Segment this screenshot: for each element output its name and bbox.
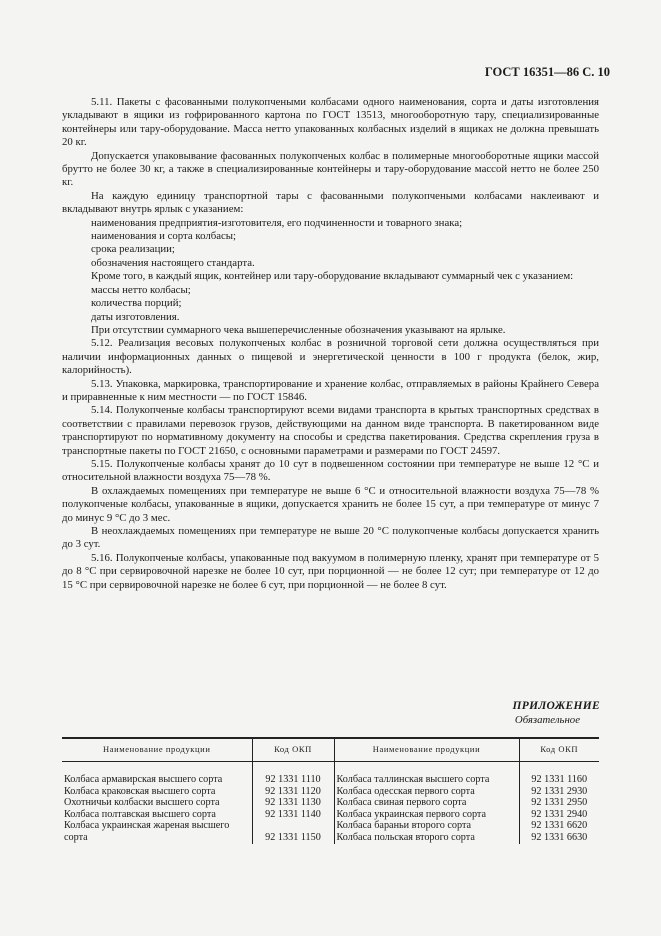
column-header-code: Код ОКП [519,738,599,762]
product-code: 92 1331 1110 [252,762,334,786]
paragraph: 5.14. Полукопченые колбасы транспортируют всеми видами транспорта в крытых транспортных средствах в соответствии с правилами перевозок грузов, действующими на данном виде транспорта. В пакетированном виде транспортируют по нормативному документу на способы и средства пакетирования. Средства скрепления груза в транспортные пакеты по ГОСТ 21650, с основными параметрами и размерами по ГОСТ 24597. [62,404,599,457]
product-code: 92 1331 6620 [519,820,599,832]
column-header-name: Наименование продукции [62,738,252,762]
table-row [62,797,599,809]
paragraph: В неохлаждаемых помещениях при температуре не выше 20 °С полукопченые колбасы допускается хранить до 3 сут. [62,525,599,551]
product-code: 92 1331 2950 [519,797,599,809]
product-name: Колбаса одесская первого сорта [334,786,519,798]
product-name: Колбаса украинская первого сорта [334,809,519,821]
paragraph: Кроме того, в каждый ящик, контейнер или тару-оборудование вкладывают суммарный чек с указанием: [91,270,574,283]
paragraph: 5.13. Упаковка, маркировка, транспортирование и хранение колбас, отправляемых в районы Крайнего Севера и приравненные к ним местности — по ГОСТ 15846. [62,377,599,403]
table-row [62,762,599,786]
product-code: 92 1331 1140 [252,809,334,821]
paragraph: 5.15. Полукопченые колбасы хранят до 10 сут в подвешенном состоянии при температуре не выше 12 °С и относительной влажности воздуха 75—78 %. [62,457,599,484]
list-item: наименования и сорта колбасы; [91,230,237,243]
column-header-code: Код ОКП [252,738,334,762]
product-table [62,737,599,844]
paragraph: Допускается упаковывание фасованных полукопченых колбас в полимерные многооборотные ящики массой брутто не более 30 кг, а также в специализированные контейнеры и тару-оборудование массой нетто не более 250 кг. [62,149,599,189]
product-name: Колбаса польская второго сорта [334,832,519,844]
product-code: 92 1331 1150 [252,820,334,843]
product-code: 92 1331 2930 [519,786,599,798]
list-item: даты изготовления. [91,310,180,323]
appendix-subtitle: Обязательное [514,714,580,726]
table-row [62,809,599,821]
list-item: обозначения настоящего стандарта. [91,256,255,269]
product-name: Колбаса краковская высшего сорта [64,785,216,797]
product-code: 92 1331 1160 [519,762,599,786]
product-name: Колбаса бараньи второго сорта [334,820,519,832]
product-name: Колбаса полтавская высшего сорта [64,808,216,820]
product-name: Колбаса таллинская высшего сорта [334,762,519,786]
paragraph: 5.12. Реализация весовых полукопченых колбас в розничной торговой сети должна осуществлятьcя при наличии информационных данных о пищевой и энергетической ценности в 100 г продукта (белок, жир, калорийность). [62,337,599,377]
product-code: 92 1331 2940 [519,809,599,821]
table-row [62,786,599,798]
product-code: 92 1331 1130 [252,797,334,809]
paragraph: При отсутствии суммарного чека вышеперечисленные обозначения указывают на ярлыке. [91,323,506,336]
product-name: Охотничьи колбаски высшего сорта [64,797,220,809]
page-header: ГОСТ 16351—86 С. 10 [484,65,610,79]
body-text [62,96,599,592]
product-name: Колбаса армавирская высшего сорта [64,774,223,785]
paragraph: В охлаждаемых помещениях при температуре не выше 6 °С и относительной влажности воздуха 75—78 % полукопченые колбасы, упакованные в ящики, допускается хранить не более 15 сут, а при температуре от минус 7 до минус 9 °С до 3 мес. [62,484,599,524]
appendix-title: ПРИЛОЖЕНИЕ [512,700,600,712]
product-name: Колбаса свиная первого сорта [334,797,519,809]
list-item: срока реализации; [91,243,175,256]
paragraph: На каждую единицу транспортной тары с фасованными полукопчеными колбасами наклеивают и вкладывают внутрь ярлык с указанием: [62,189,599,216]
list-item: наименования предприятия-изготовителя, его подчиненности и товарного знака; [91,216,463,229]
product-name: Колбаса украинская жареная высшего сорта [64,820,230,843]
list-item: количества порций; [91,297,182,310]
table-row [62,820,599,832]
column-header-name: Наименование продукции [334,738,519,762]
product-code: 92 1331 1120 [252,786,334,798]
table-header-row [62,738,599,762]
paragraph: 5.11. Пакеты с фасованными полукопчеными колбасами одного наименования, сорта и даты изготовления укладывают в ящики из гофрированного картона по ГОСТ 13513, многооборотную тару, специализированные контейнеры или тару-оборудование. Масса нетто упакованных колбасных изделий в ящиках не должна превышать 20 кг. [62,96,599,149]
list-item: массы нетто колбасы; [91,283,191,296]
paragraph: 5.16. Полукопченые колбасы, упакованные под вакуумом в полимерную пленку, хранят при температуре от 5 до 8 °С при сервировочной нарезке не более 10 сут, при порционной — не более 12 сут; при температуре от 12 до 15 °С при сервировочной нарезке не более 6 сут, при порционной — не более 8 сут. [62,551,599,591]
product-code: 92 1331 6630 [519,832,599,844]
